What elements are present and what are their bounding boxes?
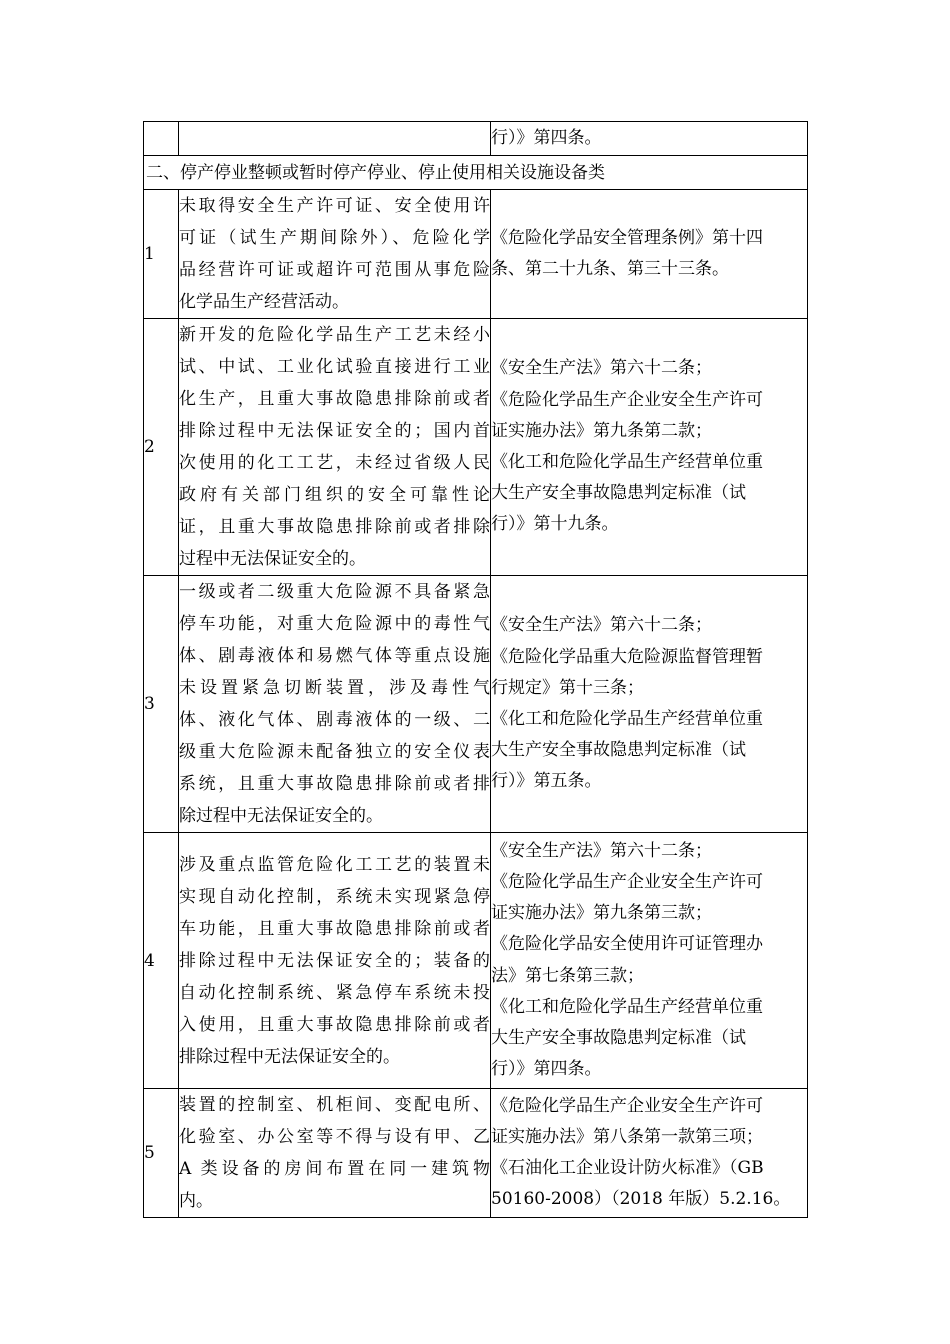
ref-line: 行规定》第十三条； bbox=[491, 677, 644, 698]
legal-basis bbox=[491, 190, 808, 319]
description-line: 排除过程中无法保证安全的；装备的 bbox=[179, 950, 490, 971]
description-line: 体、剧毒液体和易燃气体等重点设施 bbox=[179, 646, 490, 666]
description-line: 涉及重点监管危险化工工艺的装置未 bbox=[179, 854, 490, 875]
description-line: 未取得安全生产许可证、安全使用许 bbox=[179, 196, 490, 216]
description-line: 入使用，且重大事故隐患排除前或者 bbox=[179, 1014, 490, 1035]
description-line: 化生产，且重大事故隐患排除前或者 bbox=[179, 389, 490, 409]
description-line: 停车功能，对重大危险源中的毒性气 bbox=[179, 614, 490, 634]
description-line: 体、液化气体、剧毒液体的一级、二 bbox=[179, 710, 490, 730]
continuation-row bbox=[144, 122, 808, 156]
hazard-description bbox=[179, 319, 491, 576]
ref-line: 《化工和危险化学品生产经营单位重 bbox=[491, 709, 763, 729]
legal-basis bbox=[491, 576, 808, 833]
ref-line: 大生产安全事故隐患判定标准（试 bbox=[491, 1027, 746, 1048]
row-number: 5 bbox=[144, 1089, 179, 1218]
ref-line: 条、第二十九条、第三十三条。 bbox=[491, 259, 729, 279]
row-number: 4 bbox=[144, 833, 179, 1089]
table-row bbox=[144, 190, 808, 319]
table-body bbox=[144, 122, 808, 1218]
description-line: 实现自动化控制，系统未实现紧急停 bbox=[179, 886, 490, 907]
description-line: 化学品生产经营活动。 bbox=[179, 292, 349, 312]
section-header-row bbox=[144, 156, 808, 190]
description-line: 装置的控制室、机柜间、变配电所、 bbox=[179, 1095, 490, 1115]
ref-line: 证实施办法》第八条第一款第三项； bbox=[491, 1126, 763, 1147]
row-number: 1 bbox=[144, 190, 179, 319]
description-line: 排除过程中无法保证安全的；国内首 bbox=[179, 421, 490, 441]
row-number: 3 bbox=[144, 576, 179, 833]
table-row bbox=[144, 319, 808, 576]
description-line: 过程中无法保证安全的。 bbox=[179, 549, 366, 569]
ref-line: 行）》第五条。 bbox=[491, 771, 602, 792]
description-line: 新开发的危险化学品生产工艺未经小 bbox=[179, 325, 490, 345]
hazard-criteria-table bbox=[143, 121, 808, 1218]
ref-line: 50160-2008）（2018 年版）5.2.16。 bbox=[491, 1189, 791, 1210]
description-line: 级重大危险源未配备独立的安全仪表 bbox=[179, 742, 490, 762]
description-line: 除过程中无法保证安全的。 bbox=[179, 806, 383, 826]
description-line: 自动化控制系统、紧急停车系统未投 bbox=[179, 982, 490, 1003]
description-line: 次使用的化工工艺，未经过省级人民 bbox=[179, 453, 490, 473]
ref-line: 《化工和危险化学品生产经营单位重 bbox=[491, 452, 763, 472]
ref-line: 《石油化工企业设计防火标准》（GB bbox=[491, 1158, 764, 1178]
continuation-desc-cell bbox=[179, 122, 491, 156]
description-line: 试、中试、工业化试验直接进行工业 bbox=[179, 357, 490, 377]
description-line: 未设置紧急切断装置，涉及毒性气 bbox=[179, 678, 490, 698]
hazard-description bbox=[179, 190, 491, 319]
description-line: 可证（试生产期间除外）、危险化学 bbox=[179, 228, 490, 248]
description-line: 品经营许可证或超许可范围从事危险 bbox=[179, 260, 490, 280]
hazard-description bbox=[179, 1089, 491, 1218]
continuation-ref-cell bbox=[491, 122, 808, 156]
ref-line: 行）》第四条。 bbox=[491, 1059, 602, 1080]
ref-line: 《危险化学品生产企业安全生产许可 bbox=[491, 1095, 763, 1116]
continuation-num-cell bbox=[144, 122, 179, 156]
ref-line: 证实施办法》第九条第三款； bbox=[491, 903, 712, 924]
ref-line: 《化工和危险化学品生产经营单位重 bbox=[491, 996, 763, 1017]
ref-line: 《危险化学品安全使用许可证管理办 bbox=[491, 934, 763, 955]
description-line: 系统，且重大事故隐患排除前或者排 bbox=[179, 774, 490, 794]
ref-line: 《安全生产法》第六十二条； bbox=[491, 358, 712, 379]
ref-line: 法》第七条第三款； bbox=[491, 965, 644, 986]
description-line: 内。 bbox=[179, 1191, 213, 1211]
legal-basis bbox=[491, 1089, 808, 1218]
ref-line: 《安全生产法》第六十二条； bbox=[491, 840, 712, 861]
table-row bbox=[144, 833, 808, 1089]
table-row bbox=[144, 576, 808, 833]
description-line: 政府有关部门组织的安全可靠性论 bbox=[179, 485, 490, 505]
description-line: 一级或者二级重大危险源不具备紧急 bbox=[179, 582, 490, 602]
description-line: 排除过程中无法保证安全的。 bbox=[179, 1046, 400, 1067]
description-line: 化验室、办公室等不得与设有甲、乙 bbox=[179, 1127, 490, 1147]
ref-line: 大生产安全事故隐患判定标准（试 bbox=[491, 740, 746, 761]
ref-line: 行）》第四条。 bbox=[491, 127, 602, 148]
legal-basis bbox=[491, 319, 808, 576]
ref-line: 《安全生产法》第六十二条； bbox=[491, 615, 712, 636]
description-line: 车功能，且重大事故隐患排除前或者 bbox=[179, 918, 490, 939]
ref-line: 《危险化学品安全管理条例》第十四 bbox=[491, 227, 763, 248]
hazard-description bbox=[179, 833, 491, 1089]
description-line: 证，且重大事故隐患排除前或者排除 bbox=[179, 517, 490, 537]
table-row bbox=[144, 1089, 808, 1218]
ref-line: 大生产安全事故隐患判定标准（试 bbox=[491, 483, 746, 504]
legal-basis bbox=[491, 833, 808, 1089]
row-number: 2 bbox=[144, 319, 179, 576]
section-title: 二、停产停业整顿或暂时停产停业、停止使用相关设施设备类 bbox=[144, 156, 808, 190]
ref-line: 行）》第十九条。 bbox=[491, 514, 619, 535]
description-line: A 类设备的房间布置在同一建筑物 bbox=[179, 1159, 490, 1179]
ref-line: 证实施办法》第九条第二款； bbox=[491, 420, 712, 441]
hazard-description bbox=[179, 576, 491, 833]
ref-line: 《危险化学品生产企业安全生产许可 bbox=[491, 389, 763, 410]
ref-line: 《危险化学品生产企业安全生产许可 bbox=[491, 871, 763, 892]
ref-line: 《危险化学品重大危险源监督管理暂 bbox=[491, 646, 763, 667]
